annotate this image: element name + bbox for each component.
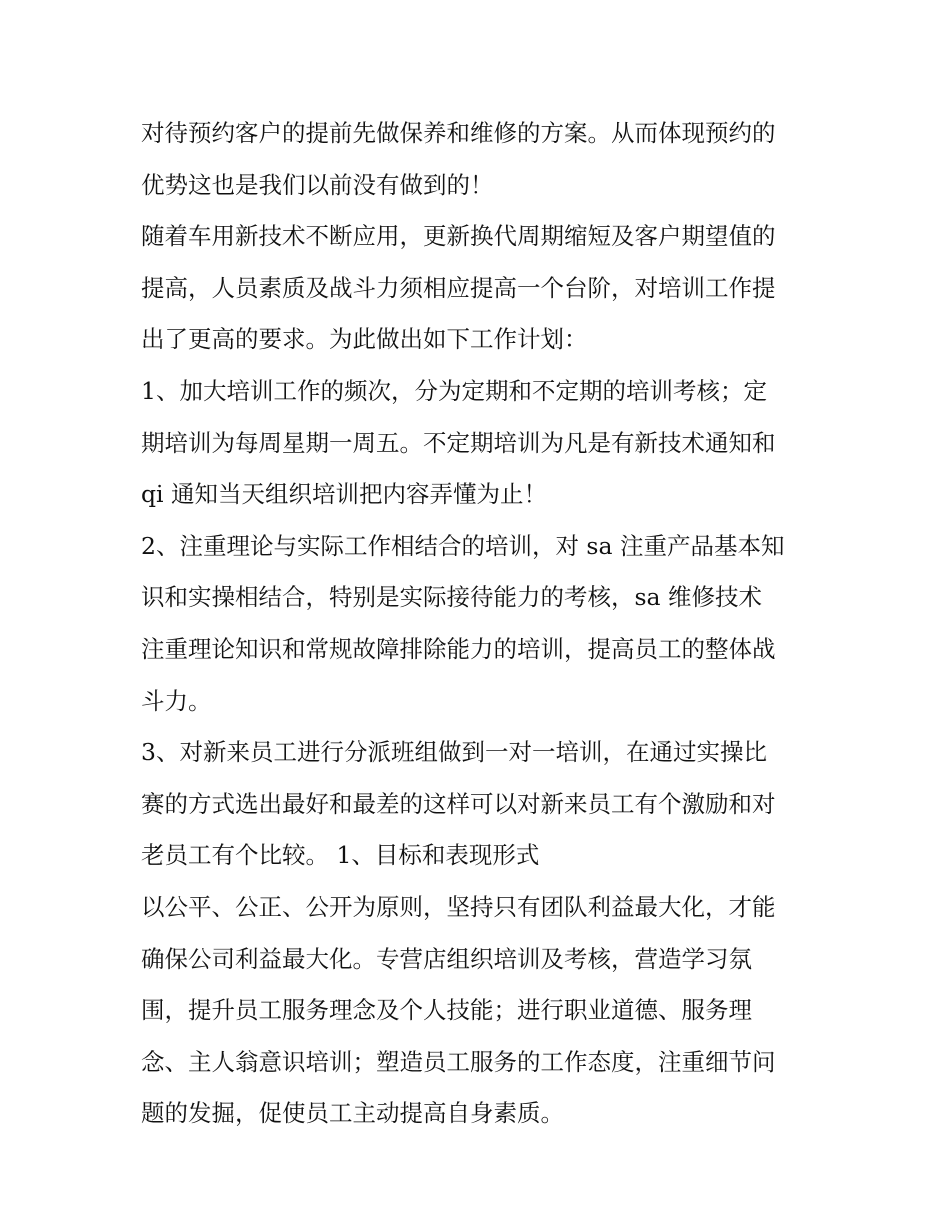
text-line: 提高，人员素质及战斗力须相应提高一个台阶，对培训工作提 <box>141 273 776 302</box>
text-line: 念、主人翁意识培训；塑造员工服务的工作态度，注重细节问 <box>141 1047 776 1076</box>
text-line: 随着车用新技术不断应用，更新换代周期缩短及客户期望值的 <box>141 222 776 251</box>
list-item-1-line: 期培训为每周星期一周五。不定期培训为凡是有新技术通知和 <box>141 428 776 457</box>
list-item-3-line: 3、对新来员工进行分派班组做到一对一培训，在通过实操比 <box>141 738 767 767</box>
text-line: 题的发掘，促使员工主动提高自身素质。 <box>141 1099 564 1128</box>
list-item-1-line: qi 通知当天组织培训把内容弄懂为止！ <box>141 480 548 509</box>
list-item-2-line: 注重理论知识和常规故障排除能力的培训，提高员工的整体战 <box>141 634 776 663</box>
list-item-3-line: 老员工有个比较。 1、目标和表现形式 <box>141 841 540 870</box>
text-line: 对待预约客户的提前先做保养和维修的方案。从而体现预约的 <box>141 119 776 147</box>
list-item-2-line: 2、注重理论与实际工作相结合的培训，对 sa 注重产品基本知 <box>141 531 785 560</box>
list-item-3-line: 赛的方式选出最好和最差的这样可以对新来员工有个激励和对 <box>141 789 776 818</box>
text-line: 出了更高的要求。为此做出如下工作计划： <box>141 325 588 354</box>
text-line: 优势这也是我们以前没有做到的！ <box>141 170 494 199</box>
text-line: 以公平、公正、公开为原则，坚持只有团队利益最大化，才能 <box>141 892 776 921</box>
list-item-2-line: 斗力。 <box>141 686 212 715</box>
text-line: 围，提升员工服务理念及个人技能；进行职业道德、服务理 <box>141 996 752 1025</box>
list-item-1-line: 1、加大培训工作的频次，分为定期和不定期的培训考核；定 <box>141 376 767 405</box>
document-body <box>141 108 821 1140</box>
text-line: 确保公司利益最大化。专营店组织培训及考核，营造学习氛 <box>141 944 752 973</box>
list-item-2-line: 识和实操相结合，特别是实际接待能力的考核，sa 维修技术 <box>141 583 763 612</box>
